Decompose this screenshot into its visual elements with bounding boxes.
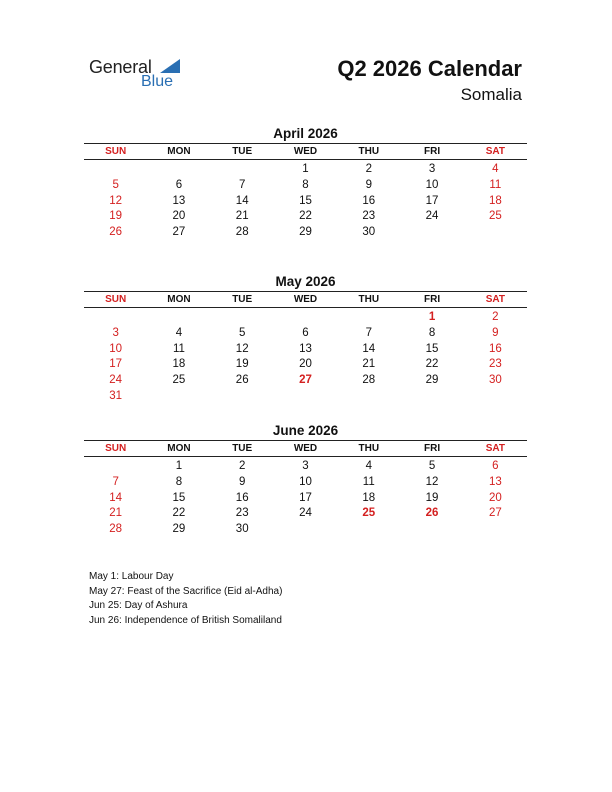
day-cell: 22 — [299, 210, 312, 223]
day-cell: 14 — [362, 342, 376, 355]
weekday-sat: SAT — [485, 294, 505, 305]
day-cell: 16 — [362, 194, 376, 207]
day-cell: 9 — [365, 178, 372, 191]
day-cell: 1 — [428, 311, 436, 323]
day-cell: 7 — [239, 178, 246, 191]
brand-word-general: General — [89, 57, 152, 77]
day-cell: 9 — [492, 326, 499, 339]
day-cell: 23 — [488, 358, 502, 371]
day-cell: 18 — [488, 194, 502, 207]
day-cell: 15 — [299, 194, 312, 207]
day-cell: 21 — [235, 210, 249, 223]
day-cell: 8 — [302, 178, 309, 191]
empty-cell — [211, 310, 274, 326]
day-cell: 20 — [299, 358, 312, 371]
day-cell: 27 — [488, 507, 502, 520]
day-cell: 29 — [172, 523, 186, 536]
day-cell: 3 — [112, 326, 119, 339]
day-cell: 1 — [302, 163, 309, 175]
day-cell: 24 — [425, 210, 439, 223]
day-cell: 28 — [235, 226, 249, 239]
weekday-fri: FRI — [424, 294, 441, 305]
weekday-mon: MON — [167, 294, 191, 305]
weekday-sun: SUN — [105, 294, 127, 305]
day-cell: 16 — [235, 491, 249, 504]
empty-cell — [147, 310, 210, 326]
day-cell: 10 — [425, 178, 439, 191]
empty-cell — [84, 310, 147, 326]
day-cell: 26 — [425, 507, 439, 520]
day-cell: 14 — [235, 194, 249, 207]
day-cell: 6 — [175, 178, 183, 191]
day-cell: 4 — [365, 460, 372, 472]
weekday-mon: MON — [167, 146, 191, 157]
holiday-item: May 1: Labour Day — [89, 571, 174, 582]
country-name: Somalia — [460, 85, 522, 104]
weekday-fri: FRI — [424, 443, 441, 454]
day-cell: 15 — [172, 491, 186, 504]
weekday-wed: WED — [293, 146, 318, 157]
day-cell: 7 — [112, 475, 119, 488]
day-cell: 30 — [362, 226, 376, 239]
weekday-wed: WED — [293, 443, 318, 454]
day-cell: 4 — [175, 326, 183, 339]
month-april — [84, 125, 527, 241]
day-cell: 18 — [362, 491, 376, 504]
day-cell: 16 — [488, 342, 502, 355]
day-cell: 2 — [239, 460, 246, 472]
day-cell: 22 — [425, 358, 439, 371]
brand-logo — [89, 57, 189, 93]
weekday-header — [84, 291, 527, 308]
day-cell: 21 — [109, 507, 123, 520]
day-cell: 15 — [425, 342, 439, 355]
day-cell: 26 — [109, 226, 123, 239]
day-cell: 17 — [109, 358, 123, 371]
day-cell: 2 — [365, 163, 372, 175]
holiday-item: Jun 26: Independence of British Somaliland — [89, 614, 282, 626]
day-cell: 26 — [235, 374, 249, 387]
day-cell: 10 — [109, 342, 123, 355]
day-cell: 21 — [362, 358, 376, 371]
holiday-list — [89, 570, 282, 628]
weekday-thu: THU — [358, 294, 380, 305]
empty-cell — [147, 162, 210, 178]
day-cell: 31 — [109, 389, 123, 402]
month-title: April 2026 — [273, 126, 338, 141]
day-cell: 13 — [299, 342, 312, 355]
day-cell: 1 — [175, 460, 183, 472]
weekday-thu: THU — [358, 443, 380, 454]
day-cell: 2 — [492, 311, 499, 323]
day-cell: 20 — [488, 491, 502, 504]
month-title: May 2026 — [275, 274, 336, 289]
day-cell: 11 — [172, 342, 185, 355]
day-cell: 24 — [109, 374, 123, 387]
day-cell: 10 — [299, 475, 312, 488]
day-cell: 19 — [425, 491, 439, 504]
weekday-tue: TUE — [232, 146, 253, 157]
day-cell: 19 — [235, 358, 249, 371]
month-may — [84, 273, 527, 405]
weekday-tue: TUE — [232, 294, 253, 305]
empty-cell — [84, 162, 147, 178]
month-june — [84, 422, 527, 538]
weekday-sat: SAT — [485, 146, 505, 157]
day-cell: 30 — [488, 374, 502, 387]
weekday-sun: SUN — [105, 146, 127, 157]
day-cell: 29 — [299, 226, 312, 239]
day-cell: 18 — [172, 358, 186, 371]
day-cell: 5 — [112, 178, 119, 191]
day-cell: 25 — [362, 507, 376, 520]
day-cell: 17 — [299, 491, 312, 504]
day-cell: 29 — [425, 374, 439, 387]
day-cell: 13 — [172, 194, 186, 207]
day-cell: 4 — [492, 163, 499, 175]
day-cell: 27 — [299, 374, 312, 387]
empty-cell — [84, 459, 147, 475]
day-grid — [84, 308, 527, 405]
day-cell: 14 — [109, 491, 123, 504]
day-cell: 8 — [428, 326, 436, 339]
day-cell: 25 — [488, 210, 502, 223]
day-cell: 24 — [299, 507, 312, 520]
weekday-thu: THU — [358, 146, 380, 157]
day-cell: 6 — [302, 326, 309, 339]
day-cell: 5 — [239, 326, 246, 339]
weekday-sun: SUN — [105, 443, 127, 454]
day-cell: 19 — [109, 210, 123, 223]
day-cell: 7 — [365, 326, 372, 339]
day-cell: 25 — [172, 374, 186, 387]
day-cell: 6 — [492, 460, 499, 472]
weekday-wed: WED — [293, 294, 318, 305]
weekday-fri: FRI — [424, 146, 441, 157]
brand-word-blue: Blue — [141, 73, 174, 90]
empty-cell — [337, 310, 400, 326]
weekday-mon: MON — [167, 443, 191, 454]
brand-triangle-icon — [160, 59, 180, 73]
holiday-item: May 27: Feast of the Sacrifice (Eid al-Adha) — [89, 585, 283, 597]
day-cell: 12 — [109, 194, 123, 207]
day-cell: 3 — [302, 460, 309, 472]
holiday-item: Jun 25: Day of Ashura — [89, 600, 188, 611]
day-grid — [84, 457, 527, 538]
day-cell: 28 — [109, 523, 123, 536]
day-cell: 28 — [362, 374, 376, 387]
day-cell: 5 — [428, 460, 436, 472]
day-cell: 3 — [428, 163, 436, 175]
day-cell: 23 — [362, 210, 376, 223]
day-grid — [84, 160, 527, 241]
day-cell: 22 — [172, 507, 186, 520]
weekday-header — [84, 440, 527, 457]
day-cell: 8 — [175, 475, 183, 488]
weekday-sat: SAT — [485, 443, 505, 454]
day-cell: 11 — [362, 475, 375, 488]
month-title: June 2026 — [272, 423, 339, 438]
page-title: Q2 2026 Calendar — [337, 56, 522, 81]
day-cell: 13 — [488, 475, 502, 488]
day-cell: 23 — [235, 507, 249, 520]
weekday-tue: TUE — [232, 443, 253, 454]
day-cell: 27 — [172, 226, 186, 239]
day-cell: 12 — [425, 475, 439, 488]
empty-cell — [211, 162, 274, 178]
day-cell: 11 — [489, 178, 502, 191]
day-cell: 17 — [425, 194, 439, 207]
weekday-header — [84, 143, 527, 160]
day-cell: 9 — [239, 475, 246, 488]
day-cell: 12 — [235, 342, 249, 355]
empty-cell — [274, 310, 337, 326]
day-cell: 30 — [235, 523, 249, 536]
day-cell: 20 — [172, 210, 186, 223]
